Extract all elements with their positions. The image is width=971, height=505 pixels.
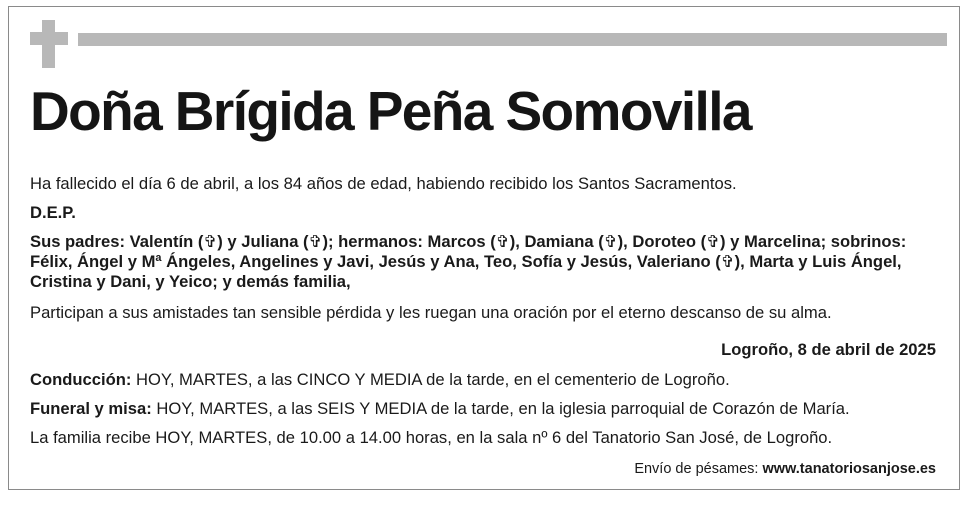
reception-line: La familia recibe HOY, MARTES, de 10.00 a 14.00 horas, en la sala nº 6 del Tanatorio San José, de Logroño. bbox=[30, 428, 833, 447]
funeral-text: HOY, MARTES, a las SEIS Y MEDIA de la tarde, en la iglesia parroquial de Corazón de María. bbox=[151, 399, 850, 418]
condolences-footer bbox=[634, 461, 936, 477]
family-list: Sus padres: Valentín (✞) y Juliana (✞); hermanos: Marcos (✞), Damiana (✞), Doroteo (✞) y Marcelina; sobrinos: Félix, Ángel y Mª Ángeles, Angelines y Javi, Jesús y Ana, Teo, Sofía y Jesús, Valeriano (✞), Marta y Luis Ángel, Cristina y Dani, y Yeico; y demás familia, bbox=[30, 232, 907, 291]
conduccion-line bbox=[30, 370, 730, 390]
condolences-label: Envío de pésames: bbox=[634, 461, 759, 477]
deceased-name: Doña Brígida Peña Somovilla bbox=[30, 80, 751, 142]
funeral-line bbox=[30, 399, 850, 419]
cross-icon bbox=[30, 20, 68, 68]
conduccion-text: HOY, MARTES, a las CINCO Y MEDIA de la tarde, en el cementerio de Logroño. bbox=[131, 370, 730, 389]
place-date: Logroño, 8 de abril de 2025 bbox=[721, 340, 936, 359]
dep-label: D.E.P. bbox=[30, 203, 76, 222]
death-announcement: Ha fallecido el día 6 de abril, a los 84 años de edad, habiendo recibido los Santos Sacramentos. bbox=[30, 174, 737, 193]
conduccion-label: Conducción: bbox=[30, 370, 132, 389]
condolences-link[interactable]: www.tanatoriosanjose.es bbox=[762, 461, 936, 477]
header-rule bbox=[78, 33, 947, 46]
closing-text: Participan a sus amistades tan sensible pérdida y les ruegan una oración por el eterno descanso de su alma. bbox=[30, 303, 832, 322]
funeral-label: Funeral y misa: bbox=[30, 399, 152, 418]
